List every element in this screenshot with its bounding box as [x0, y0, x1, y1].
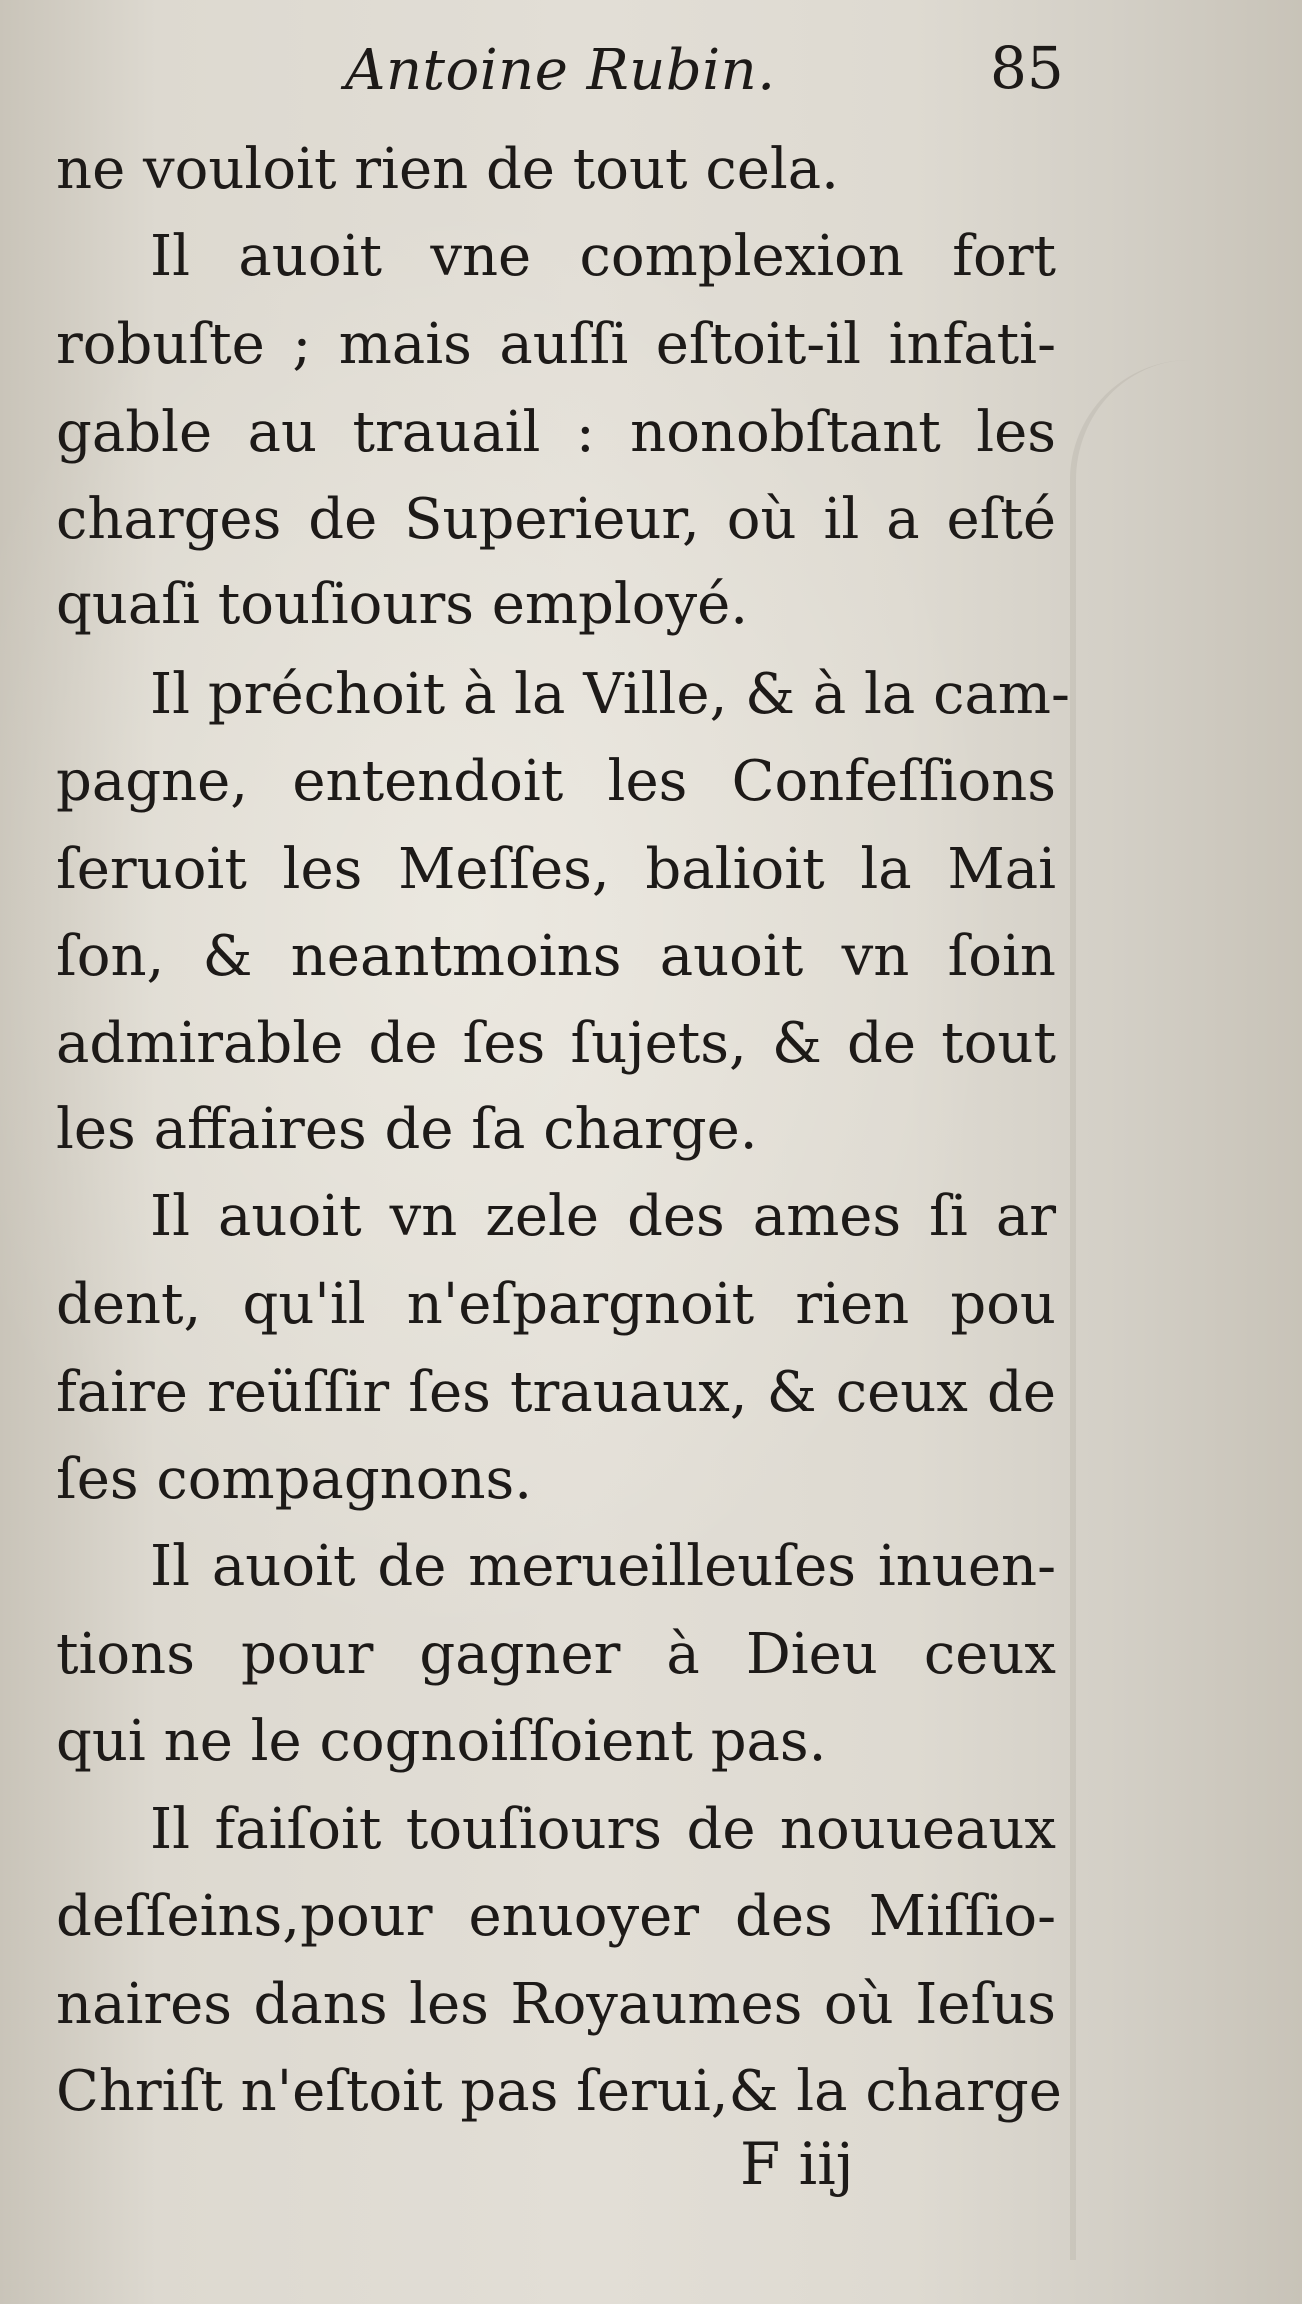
signature-mark: F iij — [740, 2130, 854, 2198]
text-line: Chriſt n'eſtoit pas ſerui,& la charge — [56, 2059, 1062, 2124]
text-line: Il auoit vne complexion fort — [150, 224, 1056, 289]
text-line: Il faiſoit touſiours de nouueaux — [150, 1797, 1056, 1862]
text-line: charges de Superieur, où il a eſté — [56, 487, 1056, 552]
text-line: Il auoit de merueilleuſes inuen- — [150, 1534, 1056, 1599]
text-line: quaſi touſiours employé. — [56, 572, 749, 637]
text-line: les affaires de ſa charge. — [56, 1097, 758, 1162]
text-line: robuſte ; mais auſſi eſtoit-il infati- — [56, 312, 1056, 377]
text-line: qui ne le cognoiſſoient pas. — [56, 1709, 827, 1774]
text-line: dent, qu'il n'eſpargnoit rien pou — [56, 1272, 1056, 1337]
text-line: Il préchoit à la Ville, & à la cam- — [150, 662, 1070, 727]
page-number: 85 — [990, 34, 1064, 102]
text-line: tions pour gagner à Dieu ceux — [56, 1622, 1056, 1687]
text-line: deſſeins,pour enuoyer des Miſſio- — [56, 1884, 1056, 1949]
text-line: naires dans les Royaumes où Ieſus — [56, 1972, 1056, 2037]
running-head: Antoine Rubin. — [345, 38, 776, 103]
text-line: pagne, entendoit les Confeſſions — [56, 749, 1056, 814]
text-line: faire reüſſir ſes trauaux, & ceux de — [56, 1360, 1056, 1425]
text-line: ſeruoit les Meſſes, balioit la Mai — [56, 837, 1056, 902]
text-line: ſon, & neantmoins auoit vn ſoin — [56, 924, 1056, 989]
text-line: admirable de ſes ſujets, & de tout — [56, 1011, 1056, 1076]
text-line: Il auoit vn zele des ames ſi ar — [150, 1184, 1056, 1249]
text-line: ſes compagnons. — [56, 1447, 533, 1512]
text-line: ne vouloit rien de tout cela. — [56, 137, 839, 202]
text-line: gable au trauail : nonobſtant les — [56, 400, 1056, 465]
